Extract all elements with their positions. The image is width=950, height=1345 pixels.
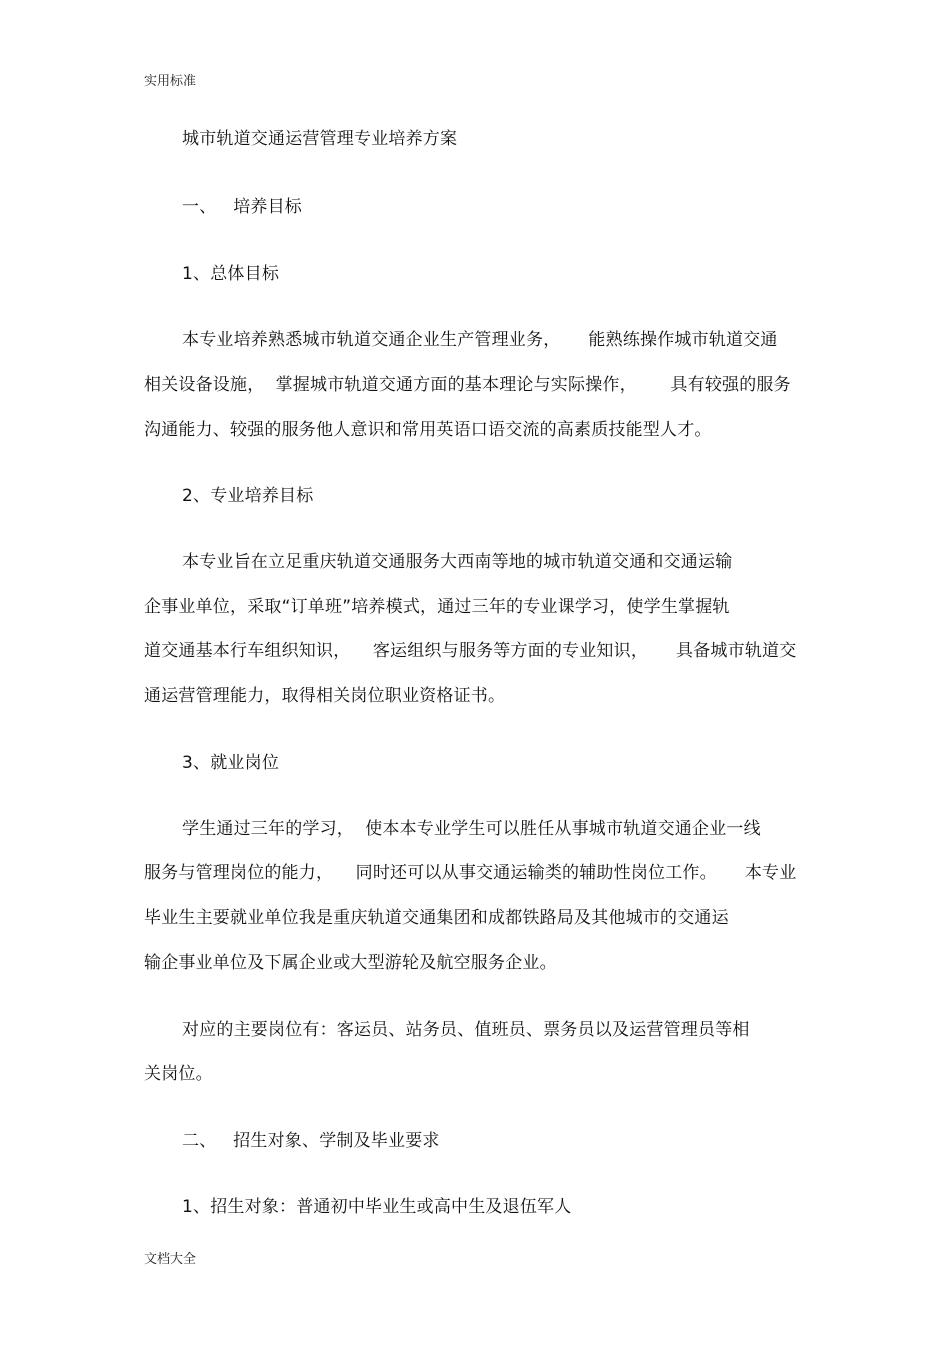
page-footer: 文档大全	[144, 1252, 197, 1267]
paragraph-line: 相关设备设施， 掌握城市轨道交通方面的基本理论与实际操作， 具有较强的服务	[144, 375, 791, 395]
page-header: 实用标准	[144, 74, 197, 89]
document-title: 城市轨道交通运营管理专业培养方案	[182, 129, 458, 149]
paragraph-line: 毕业生主要就业单位我是重庆轨道交通集团和成都铁路局及其他城市的交通运	[144, 908, 729, 928]
paragraph-line: 学生通过三年的学习， 使本本专业学生可以胜任从事城市轨道交通企业一线	[182, 819, 761, 839]
subheading-overall-goal: 1、总体目标	[182, 264, 280, 284]
paragraph-line: 通运营管理能力，取得相关岗位职业资格证书。	[144, 686, 506, 706]
paragraph-line: 本专业旨在立足重庆轨道交通服务大西南等地的城市轨道交通和交通运输	[182, 552, 733, 572]
subheading-employment: 3、就业岗位	[182, 753, 280, 773]
enrollment-item: 1、招生对象：普通初中毕业生或高中生及退伍军人	[182, 1197, 572, 1217]
paragraph-line: 对应的主要岗位有：客运员、站务员、值班员、票务员以及运营管理员等相	[182, 1020, 750, 1040]
paragraph-line: 服务与管理岗位的能力， 同时还可以从事交通运输类的辅助性岗位工作。 本专业	[144, 863, 797, 883]
paragraph-line: 道交通基本行车组织知识， 客运组织与服务等方面的专业知识， 具备城市轨道交	[144, 641, 797, 661]
section-heading-1: 一、 培养目标	[182, 197, 303, 217]
subheading-training-goal: 2、专业培养目标	[182, 486, 314, 506]
paragraph-line: 输企事业单位及下属企业或大型游轮及航空服务企业。	[144, 953, 557, 973]
paragraph-line: 企事业单位，采取“订单班”培养模式，通过三年的专业课学习，使学生掌握轨	[144, 597, 730, 617]
paragraph-line: 关岗位。	[144, 1064, 213, 1084]
section-heading-2: 二、 招生对象、学制及毕业要求	[182, 1131, 440, 1151]
paragraph-line: 沟通能力、较强的服务他人意识和常用英语口语交流的高素质技能型人才。	[144, 420, 712, 440]
paragraph-line: 本专业培养熟悉城市轨道交通企业生产管理业务， 能熟练操作城市轨道交通	[182, 330, 778, 350]
